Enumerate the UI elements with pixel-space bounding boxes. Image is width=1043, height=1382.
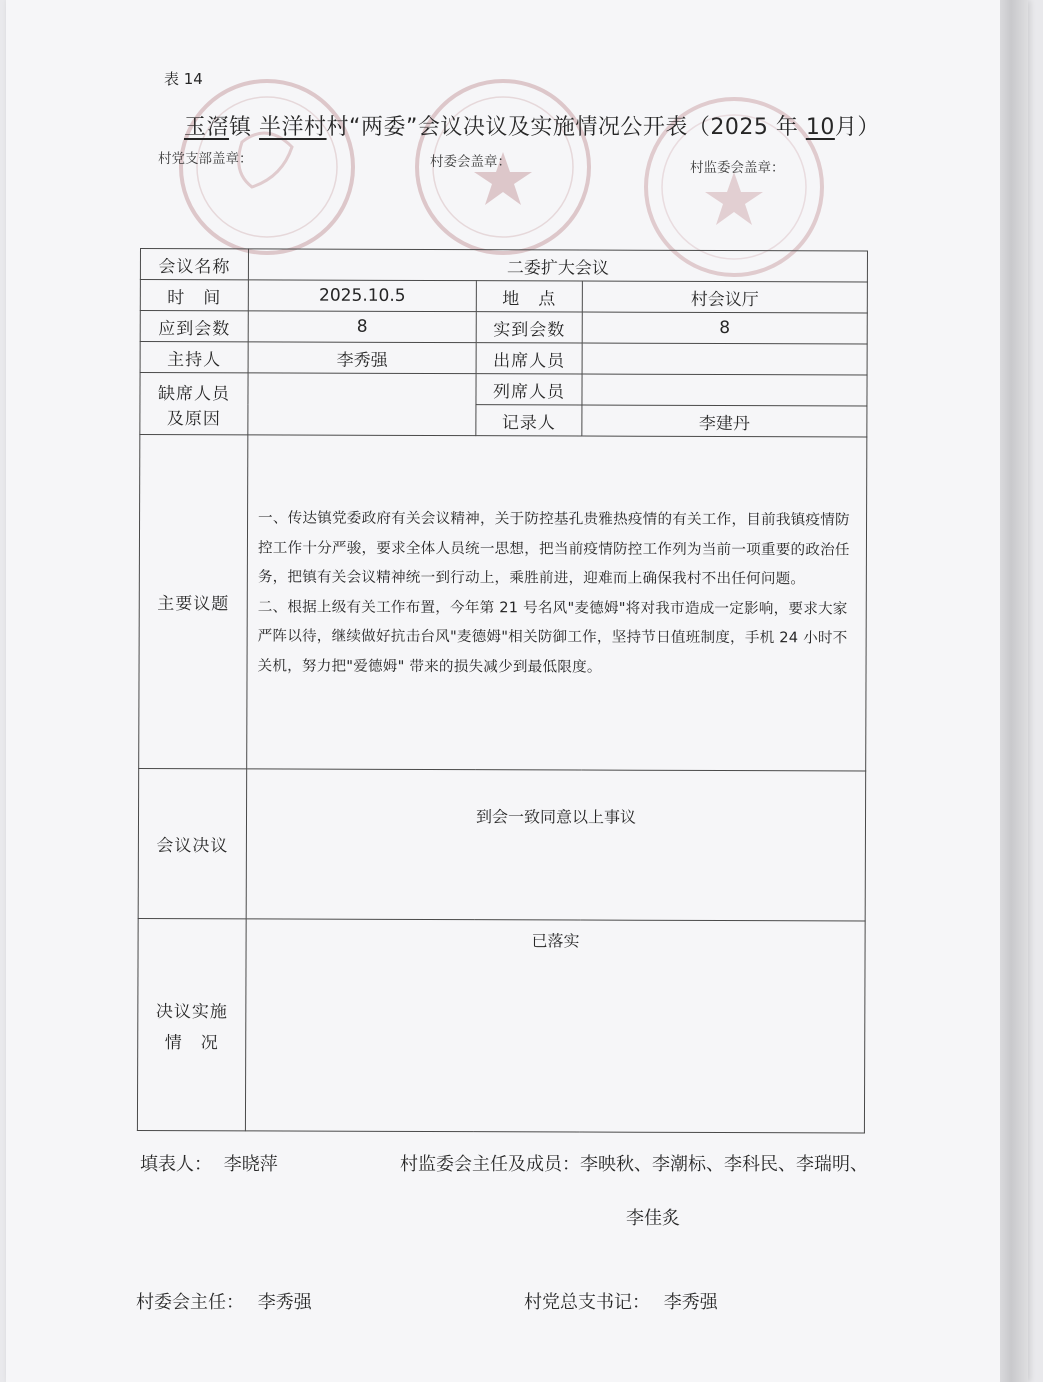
resolution-content [246,769,866,921]
expected-count-value: 8 [248,311,476,343]
meeting-name-label: 会议名称 [140,249,248,280]
implementation-label [137,918,246,1130]
place-label: 地 点 [476,281,582,312]
title-month-suffix: 月） [834,115,880,140]
table-row [140,249,867,283]
party-branch-stamp-label: 村党支部盖章： [158,151,253,167]
page-title [184,110,880,141]
expected-count-label: 应到会数 [140,311,248,342]
observers-label: 列席人员 [476,374,582,405]
agenda-item-2: 二、根据上级有关工作布置，今年第 21 号名风"麦德姆"将对我市造成一定影响，要求大家严阵以待，继续做好抗击台风"麦德姆"相关防御工作，坚持节日值班制度，手机 24 小时不关机，努力把"爱德姆" 带来的损失减少到最低限度。 [257,598,848,676]
agenda-label: 主要议题 [139,435,248,769]
host-label: 主持人 [140,342,248,373]
title-town-suffix: 镇 [229,115,252,140]
filler-name: 李晓萍 [223,1154,278,1175]
committee-director-name: 李秀强 [257,1292,312,1313]
resolution-value: 到会一致同意以上事议 [475,807,637,827]
committee-director-signature [136,1288,312,1314]
recorder-label: 记录人 [476,405,582,436]
table-row [140,373,867,407]
observers-value [582,374,867,406]
time-label: 时 间 [140,280,248,311]
actual-count-label: 实到会数 [476,312,582,343]
filler-signature [140,1150,278,1176]
party-secretary-name: 李秀强 [663,1292,718,1313]
actual-count-value: 8 [582,312,867,344]
implementation-content [245,919,865,1133]
supervision-members-cont: 李佳炙 [626,1208,680,1229]
supervision-members-label: 村监委会主任及成员： [400,1154,580,1175]
recorder-value: 李建丹 [582,405,867,437]
host-value: 李秀强 [248,342,476,374]
implementation-value: 已落实 [531,931,580,951]
absent-label-line1: 缺席人员 [157,383,231,404]
supervision-stamp-label: 村监委会盖章： [690,160,785,176]
title-town: 玉滘 [184,115,230,140]
supervision-members-names: 李映秋、李潮标、李科民、李瑞明、 [580,1154,868,1175]
paper-stack-edge [1000,0,1028,1382]
title-month: 10 [805,115,835,140]
party-branch-seal [172,72,362,262]
table-row [137,918,865,1133]
supervision-members [400,1150,868,1176]
resolution-label: 会议决议 [138,768,247,918]
village-committee-stamp-label: 村委会盖章： [430,154,511,170]
time-value: 2025.10.5 [248,280,476,312]
table-row [138,768,866,921]
place-value: 村会议厅 [582,281,867,313]
absent-label-line2: 及原因 [166,408,221,429]
table-row [140,280,867,314]
table-row [139,435,867,772]
filler-label: 填表人： [140,1154,212,1175]
committee-director-label: 村委会主任： [136,1292,244,1313]
agenda-content [247,435,867,771]
meeting-disclosure-table [137,248,868,1134]
absent-value [248,373,476,436]
absent-label [140,373,248,435]
agenda-item-1: 一、传达镇党委政府有关会议精神，关于防控基孔贵雅热疫情的有关工作，目前我镇疫情防控工作十分严骏，要求全体人员统一思想，把当前疫情防控工作列为当前一项重要的政治任务，把镇有关会议精神统一到行动上，乘胜前进，迎难而上确保我村不出任何问题。 [257,509,850,588]
title-year-suffix: 年 [775,115,799,140]
title-year: 2025 [710,115,769,140]
party-secretary-label: 村党总支书记： [524,1292,650,1313]
party-secretary-signature [524,1288,718,1314]
table-row [140,342,867,376]
document-page [6,0,1028,1382]
meeting-name-value: 二委扩大会议 [248,249,867,282]
implementation-label-line2: 情 况 [164,1032,219,1053]
implementation-label-line1: 决议实施 [155,1001,228,1022]
title-village: 半洋村 [259,115,327,140]
attendees-value [582,343,867,375]
form-number: 表 14 [164,70,203,88]
title-middle: 村“两委”会议决议及实施情况公开表（ [326,115,711,140]
attendees-label: 出席人员 [476,343,582,374]
table-row [140,311,867,345]
